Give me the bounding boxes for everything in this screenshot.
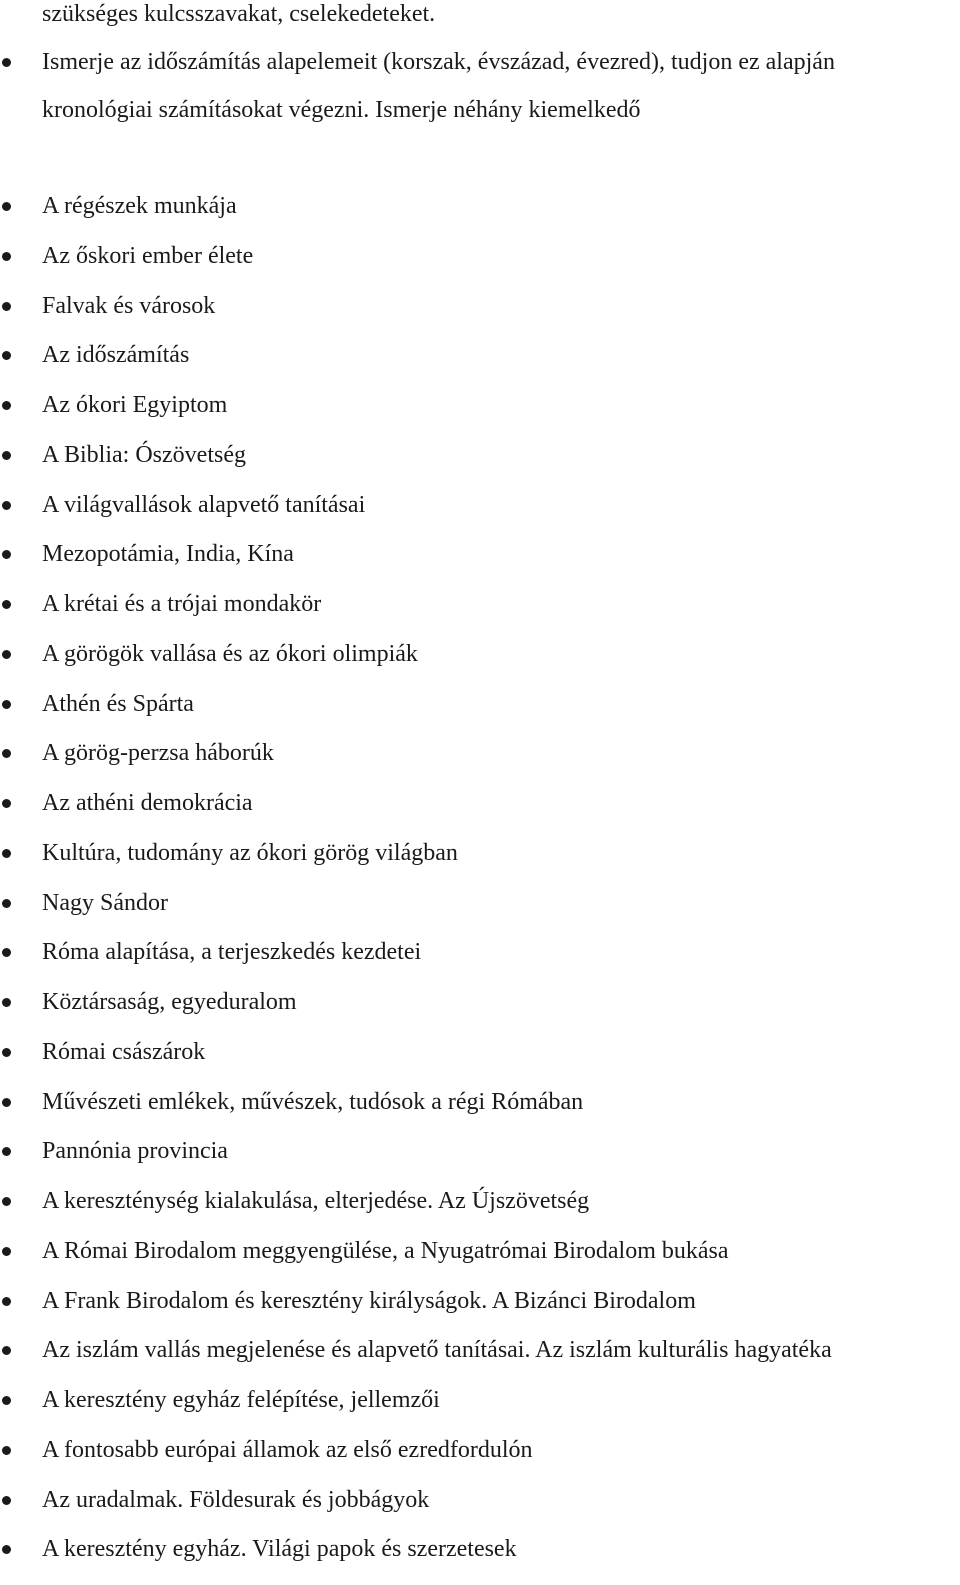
bullet-icon [2, 948, 11, 957]
list-item [0, 789, 960, 839]
list-item-text: Falvak és városok [42, 292, 216, 319]
bullet-icon [2, 749, 11, 758]
list-item [0, 540, 960, 590]
list-item [0, 640, 960, 690]
list-item-text: A régészek munkája [42, 193, 237, 219]
list-item [0, 1088, 960, 1138]
list-item [0, 988, 960, 1038]
list-item-text: Nagy Sándor [42, 889, 168, 916]
bullet-icon [2, 1346, 11, 1355]
bullet-icon [2, 849, 11, 858]
list-item-text: A Biblia: Ószövetség [42, 441, 246, 468]
list-item [0, 242, 960, 292]
bullet-icon [2, 700, 11, 709]
list-item-text: Az időszámítás [42, 342, 190, 369]
list-item-text: A krétai és a trójai mondakör [42, 591, 322, 617]
intro-line-2: Ismerje az időszámítás alapelemeit (korszak, évszázad, évezred), tudjon ez alapján [42, 49, 835, 75]
list-item-text: Az uradalmak. Földesurak és jobbágyok [42, 1486, 430, 1513]
bullet-icon [2, 1297, 11, 1306]
list-item-text: Köztársaság, egyeduralom [42, 989, 297, 1015]
list-item [0, 391, 960, 441]
list-item [0, 491, 960, 541]
bullet-icon [2, 600, 11, 609]
list-item [0, 590, 960, 640]
list-item [0, 292, 960, 342]
bullet-icon [2, 351, 11, 360]
list-item-text: Athén és Spárta [42, 690, 194, 717]
list-item [0, 690, 960, 740]
bullet-icon [2, 1446, 11, 1455]
list-item [0, 739, 960, 789]
bullet-icon [2, 1545, 11, 1554]
list-item-text: Az ókori Egyiptom [42, 392, 228, 418]
list-item-text: A fontosabb európai államok az első ezredfordulón [42, 1436, 533, 1463]
list-item [0, 1237, 960, 1287]
list-item-text: A világvallások alapvető tanításai [42, 491, 366, 518]
list-item-text: Kultúra, tudomány az ókori görög világban [42, 839, 458, 866]
list-item [0, 192, 960, 242]
list-item-text: A Római Birodalom meggyengülése, a Nyugatrómai Birodalom bukása [42, 1237, 729, 1264]
bullet-icon [2, 799, 11, 808]
list-item [0, 1386, 960, 1436]
list-item-text: Római császárok [42, 1038, 206, 1065]
list-item [0, 1137, 960, 1187]
list-item-text: Művészeti emlékek, művészek, tudósok a régi Rómában [42, 1088, 584, 1115]
list-item-text: A keresztény egyház felépítése, jellemzői [42, 1387, 440, 1413]
bullet-icon [2, 1396, 11, 1405]
list-item-text: A Frank Birodalom és keresztény királyságok. A Bizánci Birodalom [42, 1287, 696, 1314]
list-item [0, 839, 960, 889]
bullet-icon [2, 451, 11, 460]
bullet-icon [2, 252, 11, 261]
list-item-text: Az őskori ember élete [42, 242, 254, 269]
bullet-icon [2, 550, 11, 559]
list-item [0, 341, 960, 391]
list-item [0, 1187, 960, 1237]
list-item [0, 1486, 960, 1536]
list-item-text: A keresztény egyház. Világi papok és szerzetesek [42, 1536, 517, 1563]
list-item [0, 1038, 960, 1088]
list-item [0, 938, 960, 988]
bullet-icon [2, 1197, 11, 1206]
bullet-icon [2, 998, 11, 1007]
list-item-text: Róma alapítása, a terjeszkedés kezdetei [42, 939, 422, 966]
list-item-text: Az athéni demokrácia [42, 790, 253, 816]
list-item [0, 1436, 960, 1486]
bullet-icon [2, 1048, 11, 1057]
bullet-icon [2, 58, 11, 67]
bullet-icon [2, 1147, 11, 1156]
intro-line-3: kronológiai számításokat végezni. Ismerje néhány kiemelkedő [42, 97, 641, 123]
list-item-text: A kereszténység kialakulása, elterjedése. Az Újszövetség [42, 1188, 590, 1214]
bullet-icon [2, 202, 11, 211]
list-item-text: Az iszlám vallás megjelenése és alapvető tanításai. Az iszlám kulturális hagyatéka [42, 1337, 832, 1364]
list-item [0, 441, 960, 491]
bullet-icon [2, 1098, 11, 1107]
list-item-text: A görögök vallása és az ókori olimpiák [42, 640, 418, 667]
bullet-icon [2, 401, 11, 410]
bullet-icon [2, 1247, 11, 1256]
bullet-icon [2, 899, 11, 908]
bullet-icon [2, 1496, 11, 1505]
list-item [0, 889, 960, 939]
list-item [0, 1535, 960, 1585]
list-item [0, 1336, 960, 1386]
list-item-text: A görög-perzsa háborúk [42, 740, 274, 767]
bullet-icon [2, 302, 11, 311]
intro-line-1: szükséges kulcsszavakat, cselekedeteket. [42, 1, 436, 27]
list-item-text: Pannónia provincia [42, 1138, 228, 1165]
list-item-text: Mezopotámia, India, Kína [42, 541, 294, 568]
list-item [0, 1287, 960, 1337]
bullet-icon [2, 650, 11, 659]
topic-list [0, 192, 960, 1585]
bullet-icon [2, 501, 11, 510]
